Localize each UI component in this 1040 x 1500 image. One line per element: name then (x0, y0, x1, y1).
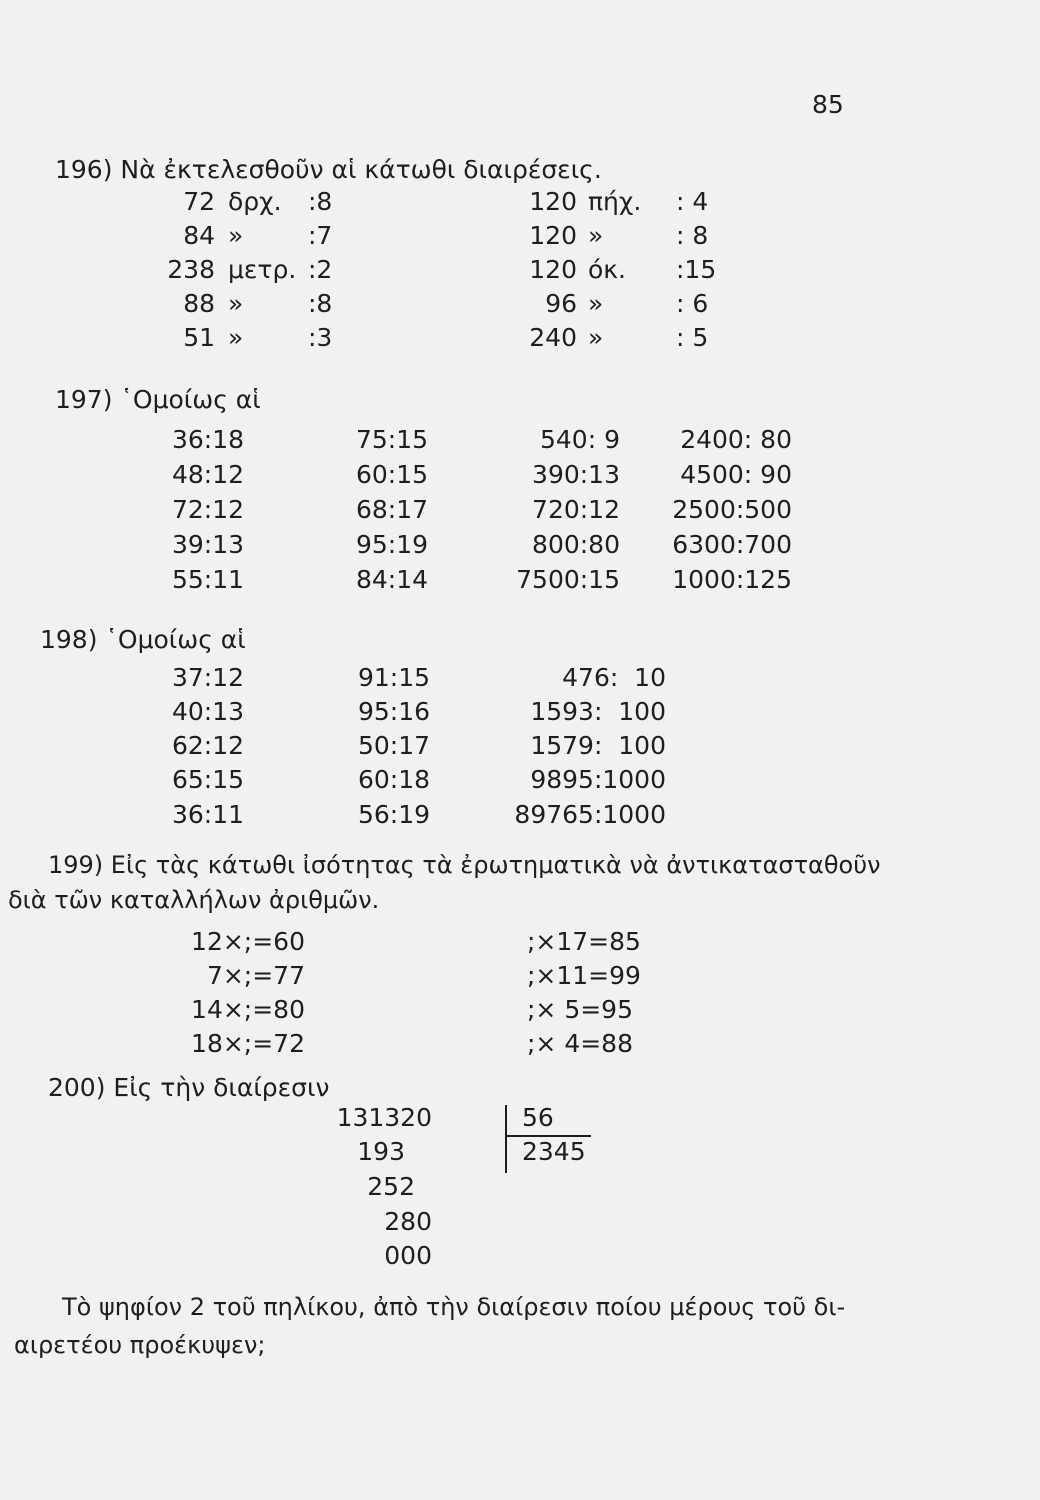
question-text: Τὸ ψηφίον 2 τοῦ πηλίκου, ἀπὸ τὴν διαίρεσιν ποίου μέρους τοῦ δι- (62, 1293, 846, 1321)
division-item: 84:14 (356, 565, 429, 594)
amount: 88 (183, 289, 215, 318)
question-text-continued: αιρετέου προέκυψεν; (14, 1331, 266, 1359)
equation: 14×;=80 (191, 995, 305, 1024)
divisor: :8 (308, 187, 333, 216)
unit: όκ. (588, 255, 626, 284)
division-step: 000 (384, 1241, 432, 1270)
division-item: 91:15 (358, 663, 431, 692)
unit: πήχ. (588, 187, 642, 216)
division-item: 4500: 90 (680, 460, 792, 489)
amount: 51 (183, 323, 215, 352)
division-item: 6300:700 (672, 530, 792, 559)
exercise-197-heading: 197) ῾Ομοίως αἱ (55, 385, 261, 414)
division-item: 9895:1000 (530, 765, 666, 794)
unit: » (588, 323, 604, 352)
quotient: 2345 (522, 1137, 586, 1166)
division-item: 75:15 (356, 425, 429, 454)
division-item: 40:13 (172, 697, 245, 726)
dividend: 131320 (336, 1103, 432, 1132)
division-item: 1593: 100 (530, 697, 666, 726)
divisor: : 4 (676, 187, 709, 216)
division-item: 60:18 (358, 765, 431, 794)
division-item: 7500:15 (516, 565, 620, 594)
exercise-199-heading-continued: διὰ τῶν καταλλήλων ἀριθμῶν. (8, 886, 380, 914)
equation: ;× 5=95 (527, 995, 633, 1024)
division-item: 36:11 (172, 800, 245, 829)
unit: » (588, 221, 604, 250)
division-item: 36:18 (172, 425, 245, 454)
division-item: 39:13 (172, 530, 245, 559)
page-number: 85 (812, 90, 844, 119)
divisor: :7 (308, 221, 333, 250)
division-item: 56:19 (358, 800, 431, 829)
division-item: 1579: 100 (530, 731, 666, 760)
division-item: 540: 9 (540, 425, 620, 454)
division-item: 37:12 (172, 663, 245, 692)
amount: 240 (529, 323, 577, 352)
amount: 84 (183, 221, 215, 250)
division-item: 55:11 (172, 565, 245, 594)
divisor: :3 (308, 323, 333, 352)
unit: » (228, 289, 244, 318)
equation: 7×;=77 (206, 961, 305, 990)
amount: 238 (167, 255, 215, 284)
divisor: :15 (676, 255, 717, 284)
division-step: 252 (367, 1172, 415, 1201)
divisor: :2 (308, 255, 333, 284)
exercise-196-heading: 196) Νὰ ἐκτελεσθοῦν αἱ κάτωθι διαιρέσεις. (55, 155, 602, 184)
divisor: 56 (522, 1103, 554, 1132)
equation: 12×;=60 (191, 927, 305, 956)
equation: ;×17=85 (527, 927, 641, 956)
division-item: 1000:125 (672, 565, 792, 594)
unit: » (228, 323, 244, 352)
division-item: 68:17 (356, 495, 429, 524)
exercise-200-heading: 200) Εἰς τὴν διαίρεσιν (48, 1073, 330, 1102)
division-item: 60:15 (356, 460, 429, 489)
division-item: 62:12 (172, 731, 245, 760)
division-item: 720:12 (532, 495, 620, 524)
division-item: 2500:500 (672, 495, 792, 524)
amount: 96 (545, 289, 577, 318)
divisor: : 8 (676, 221, 709, 250)
amount: 120 (529, 255, 577, 284)
division-item: 72:12 (172, 495, 245, 524)
division-item: 48:12 (172, 460, 245, 489)
division-step: 193 (357, 1137, 405, 1166)
equation: 18×;=72 (191, 1029, 305, 1058)
division-item: 476: 10 (562, 663, 666, 692)
amount: 120 (529, 221, 577, 250)
division-item: 89765:1000 (514, 800, 666, 829)
unit: » (588, 289, 604, 318)
unit: μετρ. (228, 255, 297, 284)
division-item: 800:80 (532, 530, 620, 559)
exercise-198-heading: 198) ῾Ομοίως αἱ (40, 625, 246, 654)
equation: ;× 4=88 (527, 1029, 633, 1058)
divisor: : 5 (676, 323, 709, 352)
division-item: 95:16 (358, 697, 431, 726)
unit: δρχ. (228, 187, 282, 216)
divisor: : 6 (676, 289, 709, 318)
amount: 120 (529, 187, 577, 216)
division-vertical-bar (505, 1105, 507, 1173)
equation: ;×11=99 (527, 961, 641, 990)
division-item: 65:15 (172, 765, 245, 794)
unit: » (228, 221, 244, 250)
division-item: 50:17 (358, 731, 431, 760)
amount: 72 (183, 187, 215, 216)
division-step: 280 (384, 1207, 432, 1236)
division-item: 95:19 (356, 530, 429, 559)
division-item: 2400: 80 (680, 425, 792, 454)
division-item: 390:13 (532, 460, 620, 489)
divisor: :8 (308, 289, 333, 318)
exercise-199-heading: 199) Εἰς τὰς κάτωθι ἰσότητας τὰ ἐρωτηματικὰ νὰ ἀντικατασταθοῦν (48, 851, 881, 879)
